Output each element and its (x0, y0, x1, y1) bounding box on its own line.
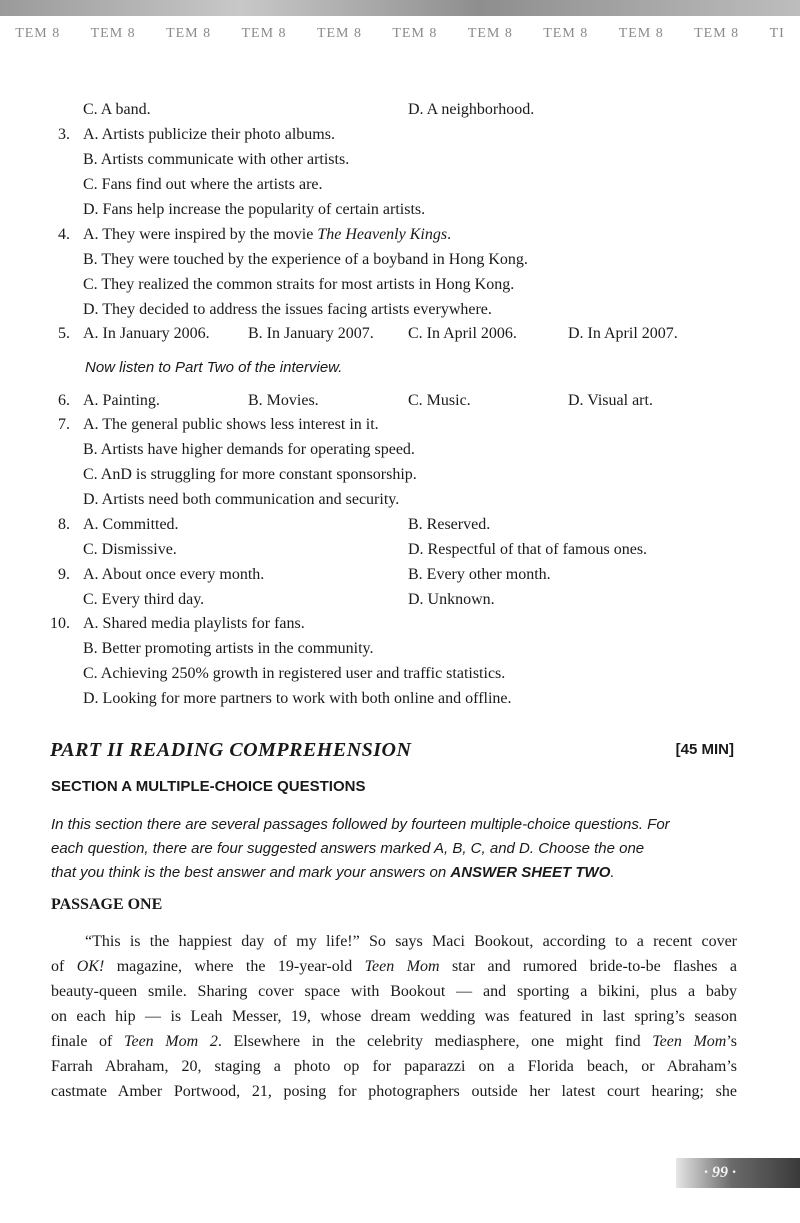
instruction-line (51, 861, 741, 885)
passage-text: of (51, 958, 77, 975)
passage-text: finale of (51, 1033, 125, 1050)
movie-title: The Heavenly Kings (317, 226, 448, 243)
question-number: 7. (58, 416, 70, 433)
show-title: Teen Mom 2 (124, 1033, 218, 1050)
question-number: 9. (58, 566, 70, 583)
running-head-item: TEM 8 (467, 26, 513, 41)
q3-option-d: D. Fans help increase the popularity of certain artists. (83, 201, 426, 218)
q7-option-b: B. Artists have higher demands for operating speed. (83, 441, 415, 458)
magazine-title: OK! (76, 958, 105, 975)
q9-option-b: B. Every other month. (408, 566, 551, 583)
running-head-item: TEM 8 (166, 26, 212, 41)
q3-option-b: B. Artists communicate with other artists. (83, 151, 350, 168)
instruction-text: that you think is the best answer and mark your answers on (51, 864, 451, 881)
q10-option-a: A. Shared media playlists for fans. (83, 615, 305, 632)
part-title: PART II READING COMPREHENSION (50, 739, 412, 761)
q7-option-d: D. Artists need both communication and security. (83, 491, 400, 508)
passage-text: ’s (726, 1033, 738, 1050)
q8-option-d: D. Respectful of that of famous ones. (408, 541, 648, 558)
q8-option-c: C. Dismissive. (83, 541, 177, 558)
running-head-item: TEM 8 (15, 26, 61, 41)
q4-option-b: B. They were touched by the experience of a boyband in Hong Kong. (83, 251, 528, 268)
running-head-item: TI (769, 26, 785, 41)
q9-option-c: C. Every third day. (83, 591, 205, 608)
passage-line (51, 1029, 737, 1054)
show-title: Teen Mom (364, 958, 440, 975)
q10-option-c: C. Achieving 250% growth in registered user and traffic statistics. (83, 665, 506, 682)
q4-option-a (83, 225, 451, 245)
instruction-line: In this section there are several passages followed by fourteen multiple-choice questions. For (51, 816, 670, 833)
running-head-item: TEM 8 (392, 26, 438, 41)
q5-option-d: D. In April 2007. (568, 325, 678, 342)
page-number: · 99 · (704, 1164, 736, 1181)
running-head-item: TEM 8 (694, 26, 740, 41)
question-number: 6. (58, 392, 70, 409)
q5-option-c: C. In April 2006. (408, 325, 517, 342)
passage-line: castmate Amber Portwood, 21, posing for photographers outside her latest court hearing; she (51, 1083, 737, 1100)
question-number: 3. (58, 126, 70, 143)
passage-line (51, 954, 737, 979)
q4-option-a-prefix: A. They were inspired by the movie (83, 226, 318, 243)
q7-option-c: C. AnD is struggling for more constant sponsorship. (83, 466, 417, 483)
q6-option-a: A. Painting. (83, 392, 160, 409)
question-number: 4. (58, 226, 70, 243)
q5-option-b: B. In January 2007. (248, 325, 374, 342)
passage-line: on each hip — is Leah Messer, 19, whose dream wedding was featured in last spring’s season (51, 1008, 737, 1025)
q4-option-d: D. They decided to address the issues facing artists everywhere. (83, 301, 492, 318)
q6-option-d: D. Visual art. (568, 392, 653, 409)
q5-option-a: A. In January 2006. (83, 325, 210, 342)
running-head-item: TEM 8 (543, 26, 589, 41)
question-number: 10. (50, 615, 70, 632)
q10-option-d: D. Looking for more partners to work with both online and offline. (83, 690, 512, 707)
q9-option-a: A. About once every month. (83, 566, 265, 583)
q3-option-a: A. Artists publicize their photo albums. (83, 126, 335, 143)
part-two-instruction: Now listen to Part Two of the interview. (85, 359, 343, 376)
q9-option-d: D. Unknown. (408, 591, 495, 608)
passage-text: star and rumored bride-to-be flashes a (439, 958, 738, 975)
passage-body (51, 929, 737, 1104)
passage-line: Farrah Abraham, 20, staging a photo op for paparazzi on a Florida beach, or Abraham’s (51, 1058, 737, 1075)
q4-option-a-suffix: . (447, 226, 452, 243)
q3-option-c: C. Fans find out where the artists are. (83, 176, 323, 193)
running-head-item: TEM 8 (241, 26, 287, 41)
running-head-item: TEM 8 (90, 26, 136, 41)
passage-line: beauty-queen smile. Sharing cover space with Bookout — and sporting a bikini, plus a baby (51, 983, 737, 1000)
q8-option-b: B. Reserved. (408, 516, 491, 533)
show-title: Teen Mom (652, 1033, 727, 1050)
question-number: 5. (58, 325, 70, 342)
instruction-line: each question, there are four suggested answers marked A, B, C, and D. Choose the one (51, 840, 645, 857)
q2-option-c: C. A band. (83, 101, 151, 118)
q6-option-c: C. Music. (408, 392, 471, 409)
passage-line: “This is the happiest day of my life!” So says Maci Bookout, according to a recent cover (85, 933, 737, 950)
q4-option-c: C. They realized the common straits for most artists in Hong Kong. (83, 276, 515, 293)
q8-option-a: A. Committed. (83, 516, 179, 533)
instruction-text: . (610, 864, 615, 881)
answer-sheet-label: ANSWER SHEET TWO (450, 864, 611, 881)
passage-title: PASSAGE ONE (51, 896, 163, 913)
q7-option-a: A. The general public shows less interest in it. (83, 416, 379, 433)
header-band (0, 0, 800, 16)
running-head-item: TEM 8 (618, 26, 664, 41)
q10-option-b: B. Better promoting artists in the community. (83, 640, 374, 657)
question-number: 8. (58, 516, 70, 533)
q2-option-d: D. A neighborhood. (408, 101, 535, 118)
passage-text: magazine, where the 19-year-old (104, 958, 365, 975)
running-head (0, 24, 800, 44)
passage-text: . Elsewhere in the celebrity mediasphere, one might find (217, 1033, 653, 1050)
q6-option-b: B. Movies. (248, 392, 319, 409)
section-title: SECTION A MULTIPLE-CHOICE QUESTIONS (51, 778, 366, 795)
running-head-item: TEM 8 (316, 26, 362, 41)
part-time-limit: [45 MIN] (675, 741, 734, 758)
section-instructions (51, 813, 741, 885)
